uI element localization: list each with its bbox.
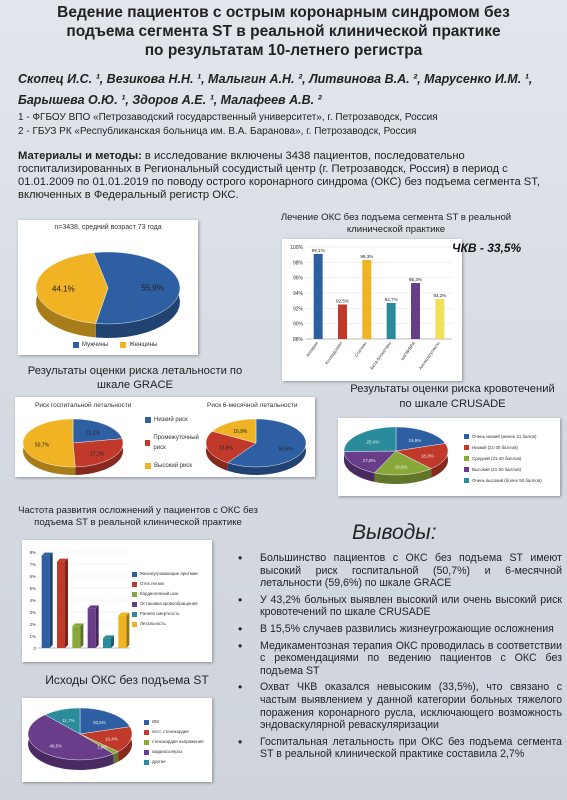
methods-label: Материалы и методы: (18, 150, 142, 162)
grace-6m-title: Риск 6-месячной летальности (207, 402, 298, 409)
compl-ytick: 6% (29, 574, 36, 579)
grace-legend-mid-label: Промежуточный риск (153, 435, 199, 451)
treatment-chart-title: Лечение ОКС без подъема сегмента ST в реальной клинической практике (280, 212, 512, 235)
treat-ytick: 88% (292, 337, 303, 343)
compl-bar-side-1 (65, 559, 68, 648)
grace-title: Результаты оценки риска летальности по шкале GRACE (27, 365, 243, 391)
pie-label-2: 50,7% (34, 442, 50, 449)
legend-men-label: Мужчины (82, 342, 109, 348)
swatch-high (145, 463, 151, 469)
swatch-k1 (132, 582, 137, 587)
treat-bar-0 (314, 254, 323, 339)
swatch-c2 (464, 456, 469, 461)
treat-category-1: Клопидогрел (324, 340, 344, 366)
crusade-legend-0 (464, 432, 560, 441)
pie-label-1: 23,5% (218, 445, 233, 452)
grace-legend-high (145, 461, 207, 471)
affiliation-2: 2 - ГБУЗ РК «Республиканская больница им. В.А. Баранова», г. Петрозаводск, Россия (18, 126, 417, 137)
crusade-legend (464, 432, 560, 485)
treat-ytick: 90% (292, 321, 303, 328)
methods-text: в исследование включены 3438 пациентов, последовательно госпитализированных в Региональный сосудистый центр (г. Петрозаводск, Россия) в период с 01.01.2009 по 01.01.2019 по поводу острого коронарного синдрома (ОКС) без подъема сегмента ST, включенных в Федеральный регистр ОКС. (18, 150, 540, 201)
grace-legend-low (145, 415, 207, 425)
gender-chart-subtitle: n=3438, средний возраст 73 года (54, 224, 162, 231)
compl-legend-3 (132, 600, 212, 608)
pie-label-0: 19,9% (408, 437, 422, 443)
grace-legend-mid (145, 433, 207, 453)
compl-ytick: 1% (29, 634, 36, 639)
treat-value-label-4: 95,3% (408, 277, 423, 283)
complications-legend (132, 570, 212, 628)
compl-legend-1 (132, 580, 212, 588)
grace-hosp-pie (15, 407, 130, 479)
treat-value-label-3: 92,7% (384, 296, 398, 302)
treatment-bar-chart (282, 239, 462, 381)
authors (18, 69, 558, 111)
conclusion-item: • Медикаментозная терапия ОКС проводилась в соответствии с рекомендациями по ведению пациентов с ОКС без подъема ST (232, 640, 562, 678)
swatch-k5 (132, 622, 137, 627)
pie-label-3: 17,8% (362, 458, 376, 464)
title-line-3: по результатам 10-летнего регистра (144, 42, 423, 59)
pie-label-2: 1,9% (97, 744, 108, 750)
legend-men-swatch (73, 342, 79, 348)
treat-category-2: Статины (353, 340, 368, 358)
crusade-legend-label-1: Низкий (21-30 баллов) (472, 445, 518, 450)
legend-women (120, 340, 157, 350)
compl-bar-side-0 (50, 553, 53, 648)
compl-bar-side-5 (126, 613, 129, 648)
legend-women-swatch (120, 342, 126, 348)
compl-legend-4 (132, 610, 212, 618)
swatch-o3 (144, 750, 149, 755)
compl-ytick: 3% (29, 610, 36, 615)
pie-label-4: 11,7% (62, 717, 75, 723)
crusade-legend-label-4: Очень высокий (более 50 баллов) (472, 478, 542, 483)
affiliation-1: 1 - ФГБОУ ВПО «Петрозаводский государственный университет», г. Петрозаводск, Россия (18, 112, 438, 123)
conclusion-item: • У 43,2% больных выявлен высокий или очень высокий риск кровотечений по шкале CRUSADE (232, 594, 562, 619)
poster-title (10, 3, 557, 60)
grace-legend-low-label: Низкий риск (154, 417, 188, 423)
pie-label-0: 59,6% (278, 446, 293, 453)
treat-ytick: 100% (290, 245, 303, 251)
crusade-legend-2 (464, 454, 560, 463)
gender-legend (73, 340, 157, 350)
out-legend-1 (144, 728, 212, 736)
pie-label-1: 18,3% (420, 453, 434, 459)
treat-bar-1 (338, 305, 347, 340)
swatch-k3 (132, 602, 137, 607)
compl-bar-side-2 (80, 623, 83, 648)
treat-bar-4 (411, 283, 420, 339)
title-line-1: Ведение пациентов с острым коронарным синдромом без (57, 4, 510, 21)
pie-label-0: 55.9% (141, 283, 164, 293)
pie-label-4: 25,4% (366, 439, 380, 445)
crusade-legend-1 (464, 443, 560, 452)
compl-legend-label-3: Остановка кровообращения (140, 601, 198, 606)
conclusion-item: • Госпитальная летальность при ОКС без подъема сегмента ST в реальной клинической практике составила 2,7% (232, 736, 562, 761)
compl-legend-5 (132, 620, 212, 628)
grace-hosp-title: Риск госпитальной летальности (35, 402, 132, 409)
grace-6m-pie (200, 407, 315, 479)
out-legend-label-2: стенокардия напряжения (152, 739, 204, 744)
treat-ytick: 92% (292, 306, 303, 313)
complications-bar-chart (22, 540, 137, 662)
outcomes-pie (22, 698, 142, 782)
gender-chart-panel (18, 220, 198, 355)
swatch-c4 (464, 478, 469, 483)
compl-bar-4 (103, 638, 111, 648)
treat-bar-2 (362, 260, 371, 339)
grace-legend-high-label: Высокий риск (154, 463, 193, 469)
treat-value-label-1: 92,5% (335, 298, 350, 304)
grace-legend (145, 415, 207, 471)
swatch-o2 (144, 740, 149, 745)
compl-legend-0 (132, 570, 212, 578)
affiliations (18, 111, 558, 139)
pci-label: ЧКВ - 33,5% (452, 241, 522, 255)
pie-label-0: 20,5% (92, 720, 106, 726)
treat-bar-3 (387, 303, 396, 339)
swatch-mid (145, 440, 150, 446)
treat-value-label-2: 98,3% (360, 254, 374, 260)
pie-label-1: 27,2% (90, 451, 105, 458)
outcomes-panel (22, 698, 212, 782)
compl-legend-label-5: Летальность (140, 621, 166, 626)
conclusion-item: • Большинство пациентов с ОКС без подъема ST имеют высокий риск госпитальной (50,7%) и 6-месячной летальности (59,6%) по шкале GRACE (232, 552, 562, 590)
treat-value-label-0: 99,1% (311, 247, 325, 253)
swatch-o4 (144, 760, 149, 765)
swatch-c3 (464, 467, 469, 472)
swatch-k2 (132, 592, 137, 597)
treat-value-label-5: 93,2% (433, 293, 447, 299)
pie-label-1: 16,4% (104, 736, 118, 742)
crusade-legend-4 (464, 476, 560, 485)
swatch-o0 (144, 720, 149, 725)
grace-panel (15, 397, 315, 477)
gender-pie-chart (18, 232, 198, 342)
compl-bar-3 (88, 608, 96, 648)
treat-category-5: Антикоагулянты (417, 340, 441, 371)
authors-line-2: Барышева О.Ю. ¹, Здоров А.Е. ¹, Малафеев А.В. ² (18, 93, 322, 107)
compl-legend-label-1: Отек легких (140, 581, 165, 586)
outcomes-legend (144, 718, 212, 766)
treat-ytick: 98% (292, 260, 303, 267)
treat-category-0: Аспирин (304, 340, 319, 358)
treat-bar-5 (435, 299, 444, 339)
crusade-title: Результаты оценки риска кровотечений по шкале CRUSADE (350, 383, 555, 410)
out-legend-label-4: другие (152, 759, 166, 764)
compl-legend-label-0: Жизнеугрожающие аритмии (140, 571, 198, 576)
out-legend-0 (144, 718, 212, 726)
compl-bar-1 (57, 562, 65, 648)
pie-label-0: 22,1% (85, 430, 100, 437)
complications-panel (22, 540, 212, 662)
out-legend-4 (144, 758, 212, 766)
compl-bar-0 (42, 556, 50, 648)
out-legend-label-0: ИМ (152, 719, 159, 724)
compl-bar-2 (72, 626, 80, 648)
crusade-panel (338, 418, 560, 496)
pie-label-2: 16,9% (233, 429, 248, 436)
out-legend-2 (144, 738, 212, 746)
compl-ytick: 5% (29, 586, 36, 591)
compl-legend-label-2: Кардиогенный шок (140, 591, 179, 596)
outcomes-title: Исходы ОКС без подъема ST (45, 673, 209, 687)
crusade-legend-label-2: Средний (31-40 баллов) (472, 456, 522, 461)
crusade-pie (338, 418, 458, 496)
conclusion-item: • Охват ЧКВ оказался невысоким (33,5%), что связано с частым выявлением у данной категории больных тяжелого поражения коронарного русла, исключающего возможность эндоваскулярной реваскуляризации (232, 681, 562, 731)
pie-label-2: 18,6% (394, 464, 408, 470)
conclusion-item: • В 15,5% случаев развились жизнеугрожающие осложнения (232, 623, 562, 636)
compl-ytick: 4% (29, 598, 36, 603)
out-legend-3 (144, 748, 212, 756)
compl-legend-label-4: Ранняя смертность (140, 611, 180, 616)
treat-ytick: 96% (292, 275, 303, 282)
out-legend-label-1: нест. стенокардия (152, 729, 189, 734)
swatch-k0 (132, 572, 137, 577)
swatch-c0 (464, 434, 469, 439)
compl-bar-side-3 (96, 605, 99, 648)
compl-ytick: 7% (29, 562, 36, 567)
conclusions-title: Выводы: (352, 521, 437, 544)
methods-paragraph (18, 150, 558, 202)
legend-men (73, 340, 108, 350)
compl-legend-2 (132, 590, 212, 598)
pie-label-3: 49,5% (49, 743, 63, 749)
treat-ytick: 94% (292, 291, 303, 297)
title-line-2: подъема сегмента ST в реальной клинической практике (66, 23, 501, 40)
legend-women-label: Женщины (129, 342, 158, 348)
compl-ytick: 2% (29, 622, 36, 627)
crusade-legend-3 (464, 465, 560, 474)
swatch-o1 (144, 730, 149, 735)
crusade-legend-label-0: Очень низкий (менее 21 балла) (472, 434, 537, 439)
crusade-legend-label-3: Высокий (41-50 баллов) (472, 467, 521, 472)
compl-ytick: 0 (33, 646, 36, 651)
treat-category-4: иАПФ/БРА (399, 340, 417, 362)
conclusions-list (232, 552, 562, 765)
authors-line-1: Скопец И.С. ¹, Везикова Н.Н. ¹, Малыгин А.Н. ², Литвинова В.А. ², Марусенко И.М. ¹, (18, 72, 533, 86)
treat-category-3: Бета-блокаторы (369, 340, 392, 371)
complications-title: Частота развития осложнений у пациентов с ОКС без подъема ST в реальной клинической практике (18, 505, 258, 528)
swatch-k4 (132, 612, 137, 617)
compl-bar-5 (118, 616, 126, 648)
treatment-chart-panel (282, 239, 462, 381)
swatch-low (145, 417, 151, 423)
compl-ytick: 8% (29, 550, 36, 555)
pie-label-1: 44.1% (52, 284, 75, 294)
swatch-c1 (464, 445, 469, 450)
out-legend-label-3: кардиосклероз (152, 749, 183, 754)
